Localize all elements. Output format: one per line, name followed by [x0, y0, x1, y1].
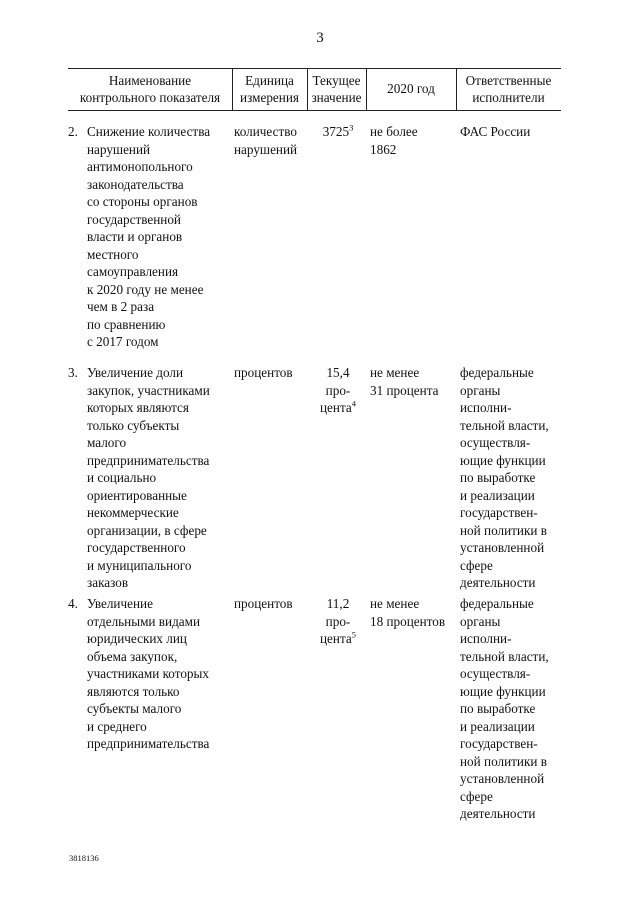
unit-of-measure: процентов	[234, 596, 293, 611]
page-number: 3	[316, 30, 324, 46]
header-bottom-rule	[68, 110, 561, 111]
responsible-executors: федеральные органы исполни- тельной власти, осуществля- ющие функции по выработке и реализации государствен- ной политики в установленной сфере деятельности	[460, 365, 549, 590]
header-unit: Единица измерения	[240, 72, 299, 105]
current-value	[309, 123, 367, 141]
header-2020: 2020 год	[387, 81, 435, 97]
current-value-text: 15,4 про- цента	[320, 365, 352, 415]
header-current: Текущее значение	[311, 72, 362, 105]
target-2020: не более 1862	[370, 124, 418, 157]
responsible-executors: ФАС России	[460, 124, 531, 139]
indicator-name: Снижение количества нарушений антимонопольного законодательства со стороны органов государственной власти и органов местного самоуправления к 2020 году не менее чем в 2 раза по сравнению с 2017 годом	[87, 124, 211, 349]
header-responsible: Ответственные исполнители	[465, 72, 552, 105]
current-value	[309, 364, 367, 417]
row-number: 4.	[68, 596, 78, 611]
current-value-text: 11,2 про- цента	[320, 596, 352, 646]
target-2020: не менее 31 процента	[370, 365, 439, 398]
unit-of-measure: количество нарушений	[234, 124, 298, 157]
footnote-marker: 3	[349, 122, 354, 133]
unit-of-measure: процентов	[234, 365, 293, 380]
current-value	[309, 595, 367, 648]
target-2020: не менее 18 процентов	[370, 596, 446, 629]
current-value-text: 3725	[322, 124, 350, 139]
footnote-marker: 4	[351, 398, 356, 409]
footnote-marker: 5	[351, 629, 356, 640]
header-top-rule	[68, 68, 561, 69]
header-name: Наименование контрольного показателя	[79, 72, 221, 105]
document-code: 3818136	[69, 853, 99, 863]
row-number: 3.	[68, 365, 78, 380]
indicator-name: Увеличение отдельными видами юридических лиц объема закупок, участниками которых являются только субъекты малого и среднего предпринимательства	[87, 596, 210, 751]
indicator-name: Увеличение доли закупок, участниками которых являются только субъекты малого предпринимательства и социально ориентированные некоммерческие организации, в сфере государственного и муниципального заказов	[87, 365, 210, 590]
responsible-executors: федеральные органы исполни- тельной власти, осуществля- ющие функции по выработке и реализации государствен- ной политики в установленной сфере деятельности	[460, 596, 549, 821]
row-number: 2.	[68, 124, 78, 139]
